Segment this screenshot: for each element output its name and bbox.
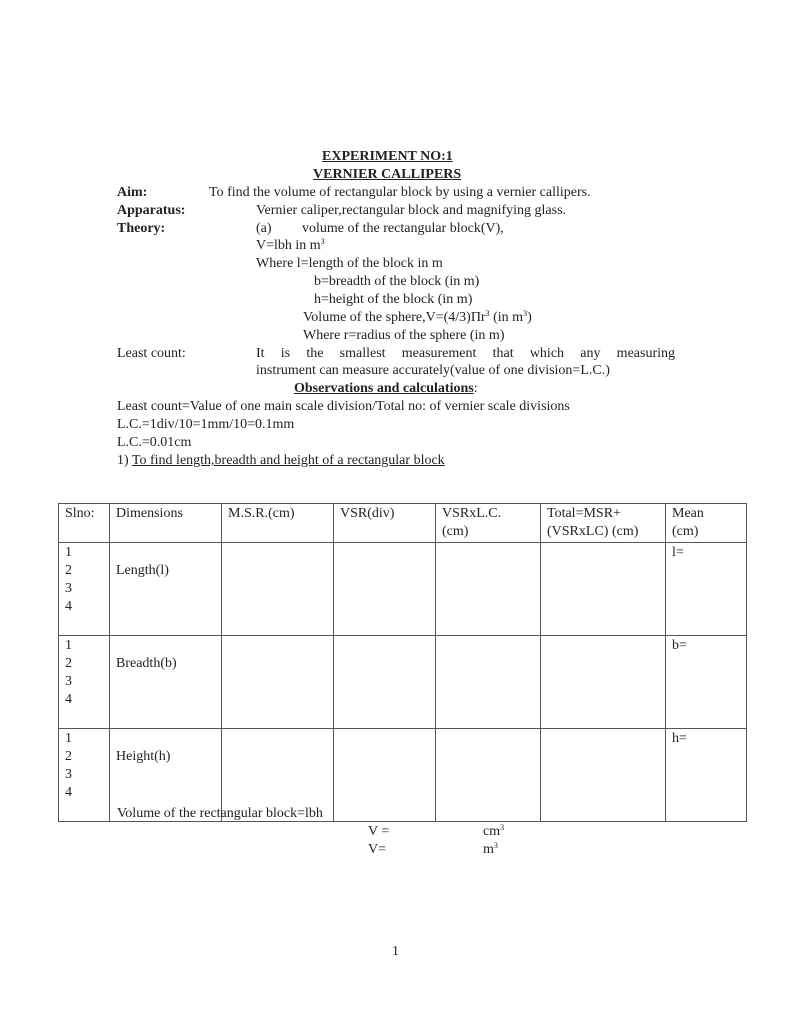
volume-cm-label: V = (368, 824, 390, 839)
dimension-cell: Breadth(b) (110, 636, 222, 729)
experiment-subtitle: VERNIER CALLIPERS (313, 167, 462, 182)
theory-where-h: h=height of the block (in m) (314, 292, 473, 307)
header-vsr-lc: VSRxL.C. (cm) (436, 504, 541, 543)
table-header-row (59, 504, 747, 543)
table-row (59, 543, 747, 636)
header-total: Total=MSR+ (VSRxLC) (cm) (541, 504, 666, 543)
msr-cell[interactable] (222, 543, 334, 636)
volume-m-label: V= (368, 842, 387, 857)
vsr-cell[interactable] (334, 729, 436, 822)
theory-formula: V=lbh in $m^3$ (256, 237, 325, 253)
dimension-cell: Length(l) (110, 543, 222, 636)
vsr-cell[interactable] (334, 636, 436, 729)
experiment-title: EXPERIMENT NO:1 (322, 149, 453, 164)
vsr-lc-cell[interactable] (436, 636, 541, 729)
theory-sphere-volume: Volume of the $sphere,V=(4/3)\Pi r^3$ (in $m^3$) (303, 309, 532, 325)
aim-label: Aim: (117, 185, 148, 200)
volume-cm-unit: $cm^3$ (483, 823, 505, 839)
apparatus-text: Vernier caliper,rectangular block and magnifying glass. (256, 203, 567, 218)
least-count-label: Least count: (117, 346, 186, 361)
mean-cell: b= (666, 636, 747, 729)
theory-where-r: Where r=radius of the sphere (in m) (303, 328, 505, 343)
dimension-cell: Height(h) (110, 729, 222, 822)
header-slno: Slno: (59, 504, 110, 543)
slno-cell: 1 2 3 4 (59, 543, 110, 636)
volume-m-unit: $m^3$ (483, 841, 498, 857)
mean-cell: h= (666, 729, 747, 822)
theory-where-l: Where l=length of the block in m (256, 256, 443, 271)
least-count-line1: It is the smallest measurement that which any measuring (256, 346, 675, 361)
total-cell[interactable] (541, 543, 666, 636)
slno-cell: 1 2 3 4 (59, 729, 110, 822)
vsr-lc-cell[interactable] (436, 543, 541, 636)
theory-item-a-text: volume of the rectangular block(V), (302, 221, 504, 236)
header-mean: Mean (cm) (666, 504, 747, 543)
volume-label: Volume of the rectangular block=lbh (117, 806, 323, 821)
msr-cell[interactable] (222, 636, 334, 729)
header-dimensions: Dimensions (110, 504, 222, 543)
header-vsr: VSR(div) (334, 504, 436, 543)
theory-label: Theory: (117, 221, 166, 236)
apparatus-label: Apparatus: (117, 203, 186, 218)
lc-value: L.C.=0.01cm (117, 435, 192, 450)
total-cell[interactable] (541, 636, 666, 729)
table-row (59, 636, 747, 729)
vsr-lc-cell[interactable] (436, 729, 541, 822)
total-cell[interactable] (541, 729, 666, 822)
mean-cell: l= (666, 543, 747, 636)
slno-cell: 1 2 3 4 (59, 636, 110, 729)
page-number: 1 (392, 944, 399, 959)
task-heading: 1) To find length,breadth and height of a rectangular block (117, 453, 445, 468)
vsr-cell[interactable] (334, 543, 436, 636)
header-msr: M.S.R.(cm) (222, 504, 334, 543)
aim-text: To find the volume of rectangular block by using a vernier callipers. (209, 185, 591, 200)
observation-table (58, 503, 747, 822)
theory-item-a: (a) (256, 221, 272, 236)
least-count-line2: instrument can measure accurately(value of one division=L.C.) (256, 363, 610, 378)
theory-where-b: b=breadth of the block (in m) (314, 274, 480, 289)
lc-calc: L.C.=1div/10=1mm/10=0.1mm (117, 417, 295, 432)
lc-formula: Least count=Value of one main scale division/Total no: of vernier scale divisions (117, 399, 570, 414)
observations-heading: Observations and calculations: (294, 381, 478, 396)
